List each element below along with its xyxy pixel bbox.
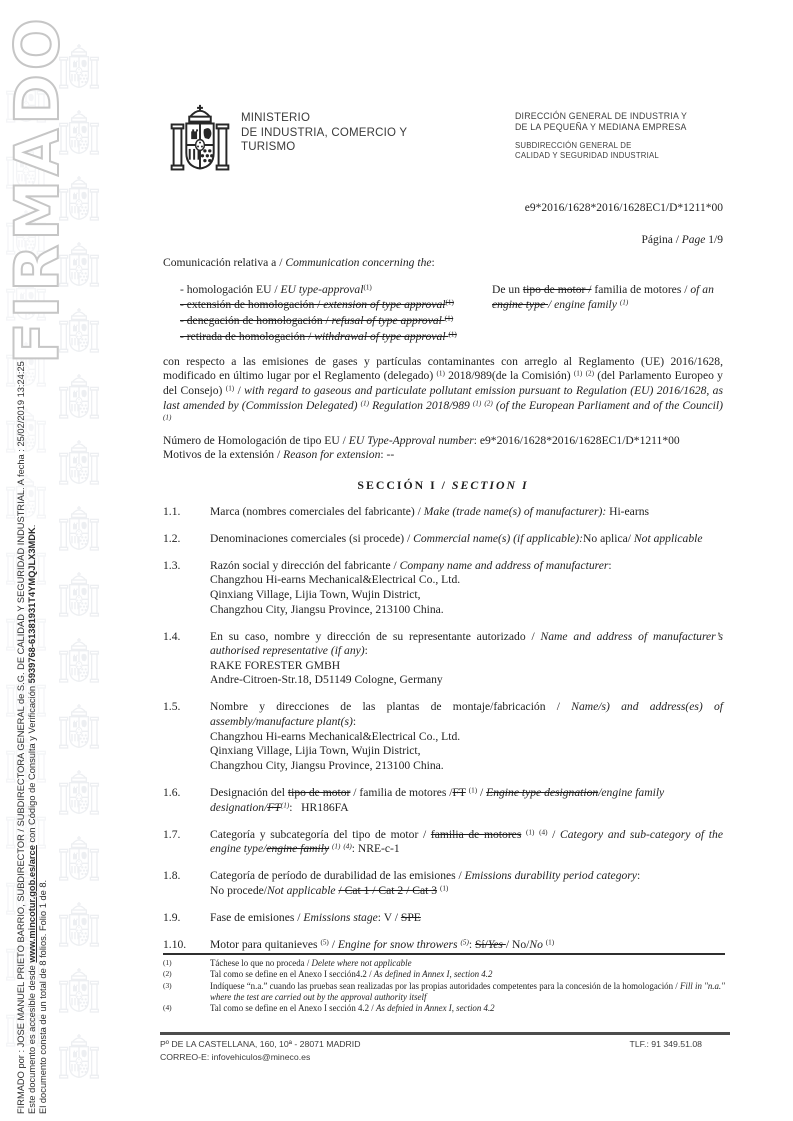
communication-intro: Comunicación relativa a / Communication concerning the: <box>163 256 435 269</box>
item-value-line: No procede/Not applicable / Cat 1 / Cat 2 / Cat 3 $^{(1)}$ <box>210 883 449 897</box>
item-text: Categoría y subcategoría del tipo de motor / familia de motores $^{(1)}$ $^{(4)}$ / Category and sub-category of the engine type/engine family $^{(1)}$ $^{(4)}$: NRE-c-1 <box>210 827 723 856</box>
firmado-stamp-watermark: FIRMADO <box>2 14 73 364</box>
subject-engine-family: De un tipo de motor / familia de motores / of an engine type / engine family $^{(1)}$ <box>492 282 714 312</box>
address-line: Andre-Citroen-Str.18, D51149 Cologne, Germany <box>210 673 443 687</box>
item-number: 1.10. <box>163 938 187 952</box>
item-number: 1.1. <box>163 504 181 518</box>
ministry-line: MINISTERIO <box>241 112 311 124</box>
footnote-marker: (1) <box>163 958 172 967</box>
approval-number-line: Número de Homologación de tipo EU / EU Type-Approval number: e9*2016/1628*2016/1628EC1/D*1211*00 <box>163 433 680 447</box>
ministry-line: DE INDUSTRIA, COMERCIO Y <box>241 126 408 139</box>
option-refusal: - denegación de homologación / refusal of type approval $^{(1)}$ <box>180 314 454 328</box>
footnote-marker: (4) <box>163 1003 172 1013</box>
item-1-3 <box>163 559 723 617</box>
item-1-6 <box>163 786 723 815</box>
footer-phone: TLF.: 91 349.51.08 <box>629 1039 702 1049</box>
item-1-8 <box>163 869 723 898</box>
regulation-paragraph: con respecto a las emisiones de gases y partículas contaminantes con arreglo al Reglamento (UE) 2016/1628, modificado en último lugar por el Reglamento (delegado) $^{(1)}$ 2018/989(de la Comisión) $^{(1)}$ $^{(2)}$ (del Parlamento Europeo y del Consejo) $^{(1)}$ / with regard to gaseous and particulate pollutant emission pursuant to Regulation (EU) 2016/1628, as last amended by (Commission Delegated) $^{(1)}$ Regulation 2018/989 $^{(1)}$ $^{(2)}$ (of the European Parliament and of the Council) $^{(1)}$ <box>163 354 723 422</box>
document-body <box>163 256 723 965</box>
item-number: 1.4. <box>163 629 181 643</box>
footnote-marker: (3) <box>163 980 172 990</box>
address-line: Changzhou City, Jiangsu Province, 213100 China. <box>210 602 444 616</box>
subdireccion-line: SUBDIRECCIÓN GENERAL DE <box>515 141 632 150</box>
folio-count-line: El documento consta de un total de 8 folios. Folio 1 de 8. <box>38 879 48 1114</box>
item-1-10 <box>163 938 723 953</box>
item-text: Marca (nombres comerciales del fabricante) / Make (trade name(s) of manufacturer): Hi-earns <box>210 504 650 518</box>
page-number: Página / Page 1/9 <box>641 234 723 246</box>
option-withdrawal: - retirada de homologación / withdrawal of type approval $^{(1)}$ <box>180 329 457 343</box>
address-line: Changzhou Hi-earns Mechanical&Electrical Co., Ltd. <box>210 729 461 743</box>
item-text: Nombre y direcciones de las plantas de montaje/fabricación / Name/s) and address(es) of assembly/manufacture plant(s): <box>210 700 723 729</box>
address-line: Qinxiang Village, Lijia Town, Wujin District, <box>210 587 421 601</box>
item-text: Categoría de período de durabilidad de las emisiones / Emissions durability period category: <box>210 869 641 883</box>
item-text: Denominaciones comerciales (si procede) / Commercial name(s) (if applicable):No aplica/ Not applicable <box>210 531 703 545</box>
item-text: Razón social y dirección del fabricante / Company name and address of manufacturer: <box>210 558 612 572</box>
option-extension: - extensión de homologación / extension of type approval$^{(1)}$ <box>180 298 454 312</box>
item-1-1 <box>163 505 723 520</box>
item-number: 1.9. <box>163 911 181 924</box>
section-1-items <box>163 505 723 953</box>
footer-address: Pº DE LA CASTELLANA, 160, 10ª - 28071 MADRID <box>160 1039 361 1049</box>
direccion-general-line: DIRECCIÓN GENERAL DE INDUSTRIA Y <box>515 111 688 121</box>
footnote-text: Tal como se define en el Anexo I sección 4.2 / As defnied in Annex I, section 4.2 <box>210 1003 495 1014</box>
item-1-7 <box>163 828 723 857</box>
item-1-9 <box>163 911 723 926</box>
footnote-1 <box>163 958 725 969</box>
address-line: Changzhou Hi-earns Mechanical&Electrical Co., Ltd. <box>210 573 461 587</box>
address-line: Changzhou City, Jiangsu Province, 213100 China. <box>210 758 444 772</box>
item-number: 1.8. <box>163 869 181 883</box>
item-1-5 <box>163 700 723 773</box>
address-line: Qinxiang Village, Lijia Town, Wujin District, <box>210 744 421 758</box>
verification-code-line: Este documento es accesible desde www.mincotur.gob.es/arce con Código de Consulta y Verificación 5939768-61381931T4YMQJLX3MDK. <box>27 524 37 1114</box>
directorate-block <box>515 111 687 160</box>
item-number: 1.3. <box>163 558 181 572</box>
ministry-name <box>241 111 407 155</box>
ministry-line: TURISMO <box>241 141 296 153</box>
direccion-general-line: DE LA PEQUEÑA Y MEDIANA EMPRESA <box>515 121 687 132</box>
item-number: 1.5. <box>163 700 181 714</box>
communication-options <box>163 282 723 345</box>
signature-detail-line: FIRMADO por : JOSE MANUEL PRIETO BARRIO, SUBDIRECTOR / SUBDIRECTORA GENERAL de S.G. DE CALIDAD Y SEGURIDAD INDUSTRIAL. A fecha : 25/02/2019 13:24:25 <box>16 361 26 1114</box>
item-text: Designación del tipo de motor / familia de motores /FT $^{(1)}$ / Engine type designation/engine family designation/FT$^{(1)}$: HR186FA <box>210 785 665 814</box>
footnote-4 <box>163 1003 725 1014</box>
item-number: 1.7. <box>163 827 181 841</box>
footnote-3 <box>163 981 725 1004</box>
footer-email: CORREO-E: infovehiculos@mineco.es <box>160 1052 311 1062</box>
reason-for-extension-line: Motivos de la extensión / Reason for extension: -- <box>163 448 395 462</box>
section-1-title: SECCIÓN I / SECTION I <box>357 477 529 492</box>
footnote-marker: (2) <box>163 969 172 979</box>
type-approval-code: e9*2016/1628*2016/1628EC1/D*1211*00 <box>524 202 723 214</box>
footnote-text: Tal como se define en el Anexo I sección4.2 / As defined in Annex I, section 4.2 <box>210 969 493 980</box>
item-1-4 <box>163 630 723 688</box>
subdireccion-line: CALIDAD Y SEGURIDAD INDUSTRIAL <box>515 150 659 160</box>
option-eu-type-approval: - homologación EU / EU type-approval$^{(1)}$ <box>180 282 372 296</box>
item-1-2 <box>163 532 723 547</box>
footnote-text: Indíquese “n.a.” cuando las pruebas sean realizadas por las propias autoridades competentes para la concesión de la homologación / Fill in "n.a." where the test are carried out by the approval authority itself <box>210 980 725 1002</box>
footnotes-block <box>163 953 725 1014</box>
footnote-text: Táchese lo que no proceda / Delete where not applicable <box>210 958 412 968</box>
footnote-2 <box>163 969 725 980</box>
item-number: 1.6. <box>163 785 181 799</box>
item-number: 1.2. <box>163 531 181 545</box>
item-text: Motor para quitanieves $^{(5)}$ / Engine for snow throwers $^{(5)}$: Sí/Yes / No/No $^{(1)}$ <box>210 938 555 952</box>
address-line: RAKE FORESTER GMBH <box>210 658 341 672</box>
item-text: Fase de emisiones / Emissions stage: V / SPE <box>210 911 421 924</box>
page-footer <box>160 1032 730 1064</box>
item-text: En su caso, nombre y dirección de su representante autorizado / Name and address of manufacturer’s authorised representative (if any): <box>210 629 724 658</box>
spain-coat-of-arms-logo <box>168 102 232 190</box>
